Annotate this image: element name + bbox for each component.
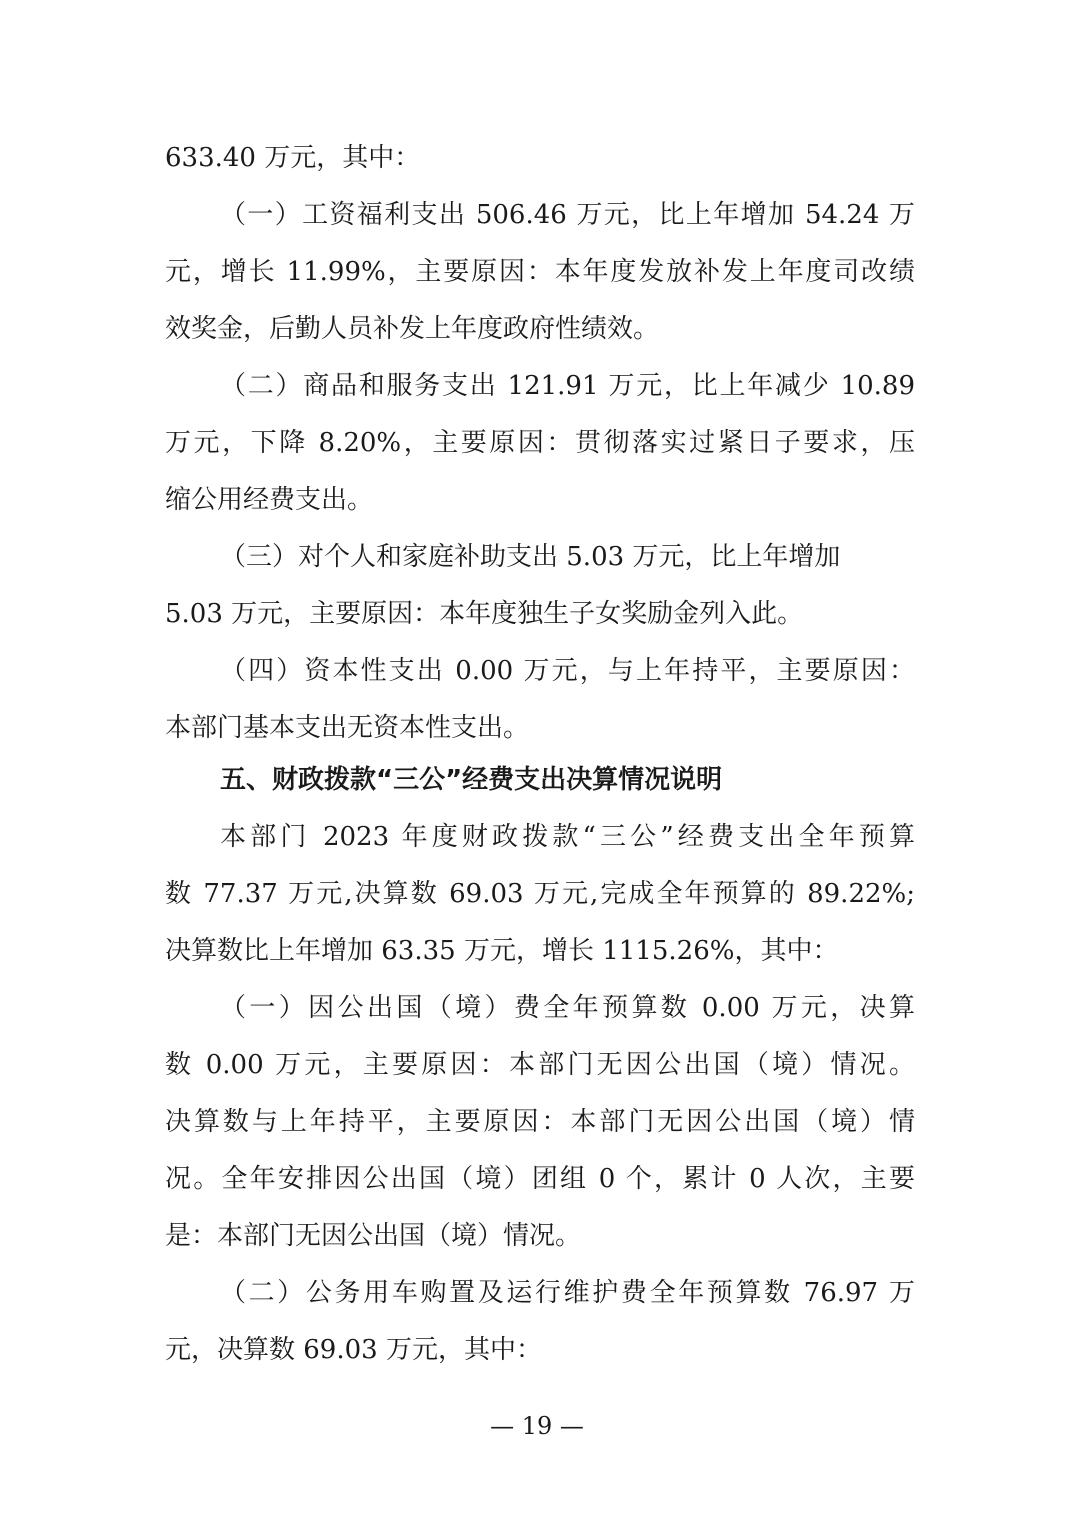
paragraph-line: 数 0.00 万元，主要原因：本部门无因公出国（境）情况。 [165,1050,915,1080]
paragraph-line: （四）资本性支出 0.00 万元，与上年持平，主要原因： [220,656,915,686]
paragraph-line: 元，增长 11.99%，主要原因：本年度发放补发上年度司改绩 [165,257,915,287]
paragraph-line: 本部门 2023 年度财政拨款“三公”经费支出全年预算 [220,822,915,852]
paragraph-line: 决算数比上年增加 63.35 万元，增长 1115.26%，其中： [165,936,839,966]
paragraph-line: 效奖金，后勤人员补发上年度政府性绩效。 [165,314,660,344]
paragraph-line: （一）因公出国（境）费全年预算数 0.00 万元，决算 [220,993,915,1023]
section-heading: 五、财政拨款“三公”经费支出决算情况说明 [220,765,723,795]
paragraph-line: （三）对个人和家庭补助支出 5.03 万元，比上年增加 [220,542,841,572]
page-number: — 19 — [490,1412,584,1440]
paragraph-line: 万元，下降 8.20%，主要原因：贯彻落实过紧日子要求，压 [165,428,915,458]
paragraph-line: 633.40 万元，其中： [165,143,421,173]
paragraph-line: （二）公务用车购置及运行维护费全年预算数 76.97 万 [220,1278,915,1308]
paragraph-line: 决算数与上年持平，主要原因：本部门无因公出国（境）情 [165,1107,915,1137]
paragraph-line: （二）商品和服务支出 121.91 万元，比上年减少 10.89 [220,371,915,401]
paragraph-line: 本部门基本支出无资本性支出。 [165,713,530,743]
paragraph-line: 是：本部门无因公出国（境）情况。 [165,1221,582,1251]
paragraph-line: 况。全年安排因公出国（境）团组 0 个，累计 0 人次，主要 [165,1164,915,1194]
paragraph-line: 5.03 万元，主要原因：本年度独生子女奖励金列入此。 [165,599,804,629]
paragraph-line: （一）工资福利支出 506.46 万元，比上年增加 54.24 万 [220,200,915,230]
paragraph-line: 数 77.37 万元,决算数 69.03 万元,完成全年预算的 89.22%; [165,879,915,909]
paragraph-line: 元，决算数 69.03 万元，其中： [165,1335,542,1365]
paragraph-line: 缩公用经费支出。 [165,485,374,515]
